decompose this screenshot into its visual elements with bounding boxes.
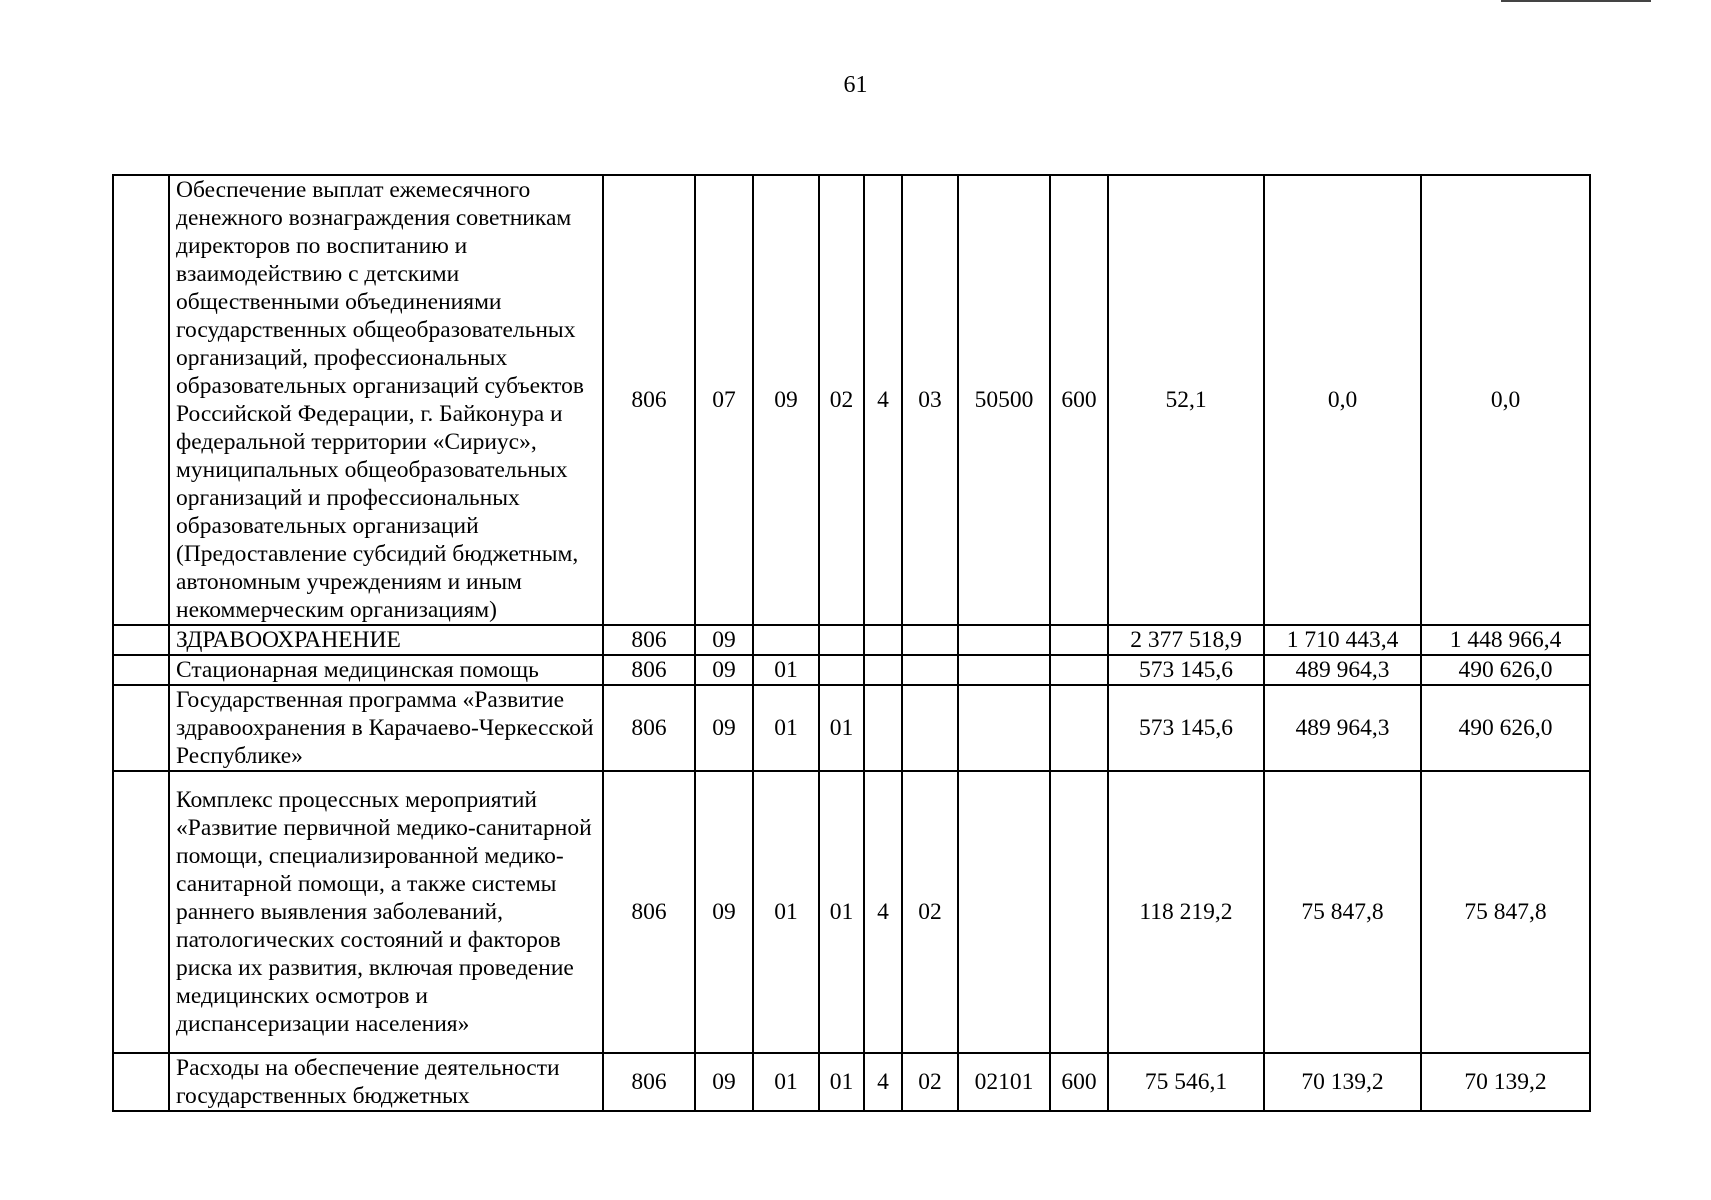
table-row [113, 175, 1590, 625]
table-row [113, 625, 1590, 655]
cell-ministry: 806 [603, 771, 695, 1053]
row-number-cell [113, 685, 169, 771]
cell-ministry: 806 [603, 175, 695, 625]
cell-subprogram-type: 4 [864, 1053, 902, 1111]
cell-amount-year-1: 118 219,2 [1108, 771, 1264, 1053]
cell-amount-year-2: 0,0 [1264, 175, 1421, 625]
cell-amount-year-3: 75 847,8 [1421, 771, 1590, 1053]
cell-subsection: 01 [753, 771, 819, 1053]
cell-expense-type [1050, 625, 1108, 655]
cell-structural-element [902, 655, 958, 685]
cell-section: 07 [695, 175, 753, 625]
table-row [113, 1053, 1590, 1111]
cell-expense-direction: 02101 [958, 1053, 1050, 1111]
cell-program [819, 625, 864, 655]
cell-structural-element [902, 625, 958, 655]
cell-section: 09 [695, 771, 753, 1053]
cell-ministry: 806 [603, 1053, 695, 1111]
row-number-cell [113, 625, 169, 655]
row-number-cell [113, 175, 169, 625]
cell-expense-direction [958, 771, 1050, 1053]
cell-subsection: 01 [753, 1053, 819, 1111]
cell-amount-year-3: 70 139,2 [1421, 1053, 1590, 1111]
cell-expense-type [1050, 771, 1108, 1053]
row-name: Государственная программа «Развитие здравоохранения в Карачаево-Черкесской Республике» [169, 685, 603, 771]
cell-amount-year-2: 70 139,2 [1264, 1053, 1421, 1111]
budget-table [112, 174, 1591, 1112]
cell-subprogram-type [864, 655, 902, 685]
cell-subsection: 09 [753, 175, 819, 625]
scan-edge-line [1501, 0, 1651, 2]
cell-amount-year-1: 573 145,6 [1108, 685, 1264, 771]
row-name: Обеспечение выплат ежемесячного денежного вознаграждения советникам директоров по воспитанию и взаимодействию с детскими общественными объединениями государственных общеобразовательных организаций, профессиональных образовательных организаций субъектов Российской Федерации, г. Байконура и федеральной территории «Сириус», муниципальных общеобразовательных организаций и профессиональных образовательных организаций (Предоставление субсидий бюджетным, автономным учреждениям и иным некоммерческим организациям) [169, 175, 603, 625]
row-name: Стационарная медицинская помощь [169, 655, 603, 685]
row-name: ЗДРАВООХРАНЕНИЕ [169, 625, 603, 655]
cell-ministry: 806 [603, 655, 695, 685]
cell-amount-year-2: 489 964,3 [1264, 685, 1421, 771]
cell-expense-direction [958, 655, 1050, 685]
cell-expense-direction [958, 625, 1050, 655]
cell-ministry: 806 [603, 685, 695, 771]
cell-program: 02 [819, 175, 864, 625]
cell-section: 09 [695, 655, 753, 685]
row-name: Расходы на обеспечение деятельности государственных бюджетных [169, 1053, 603, 1111]
cell-section: 09 [695, 685, 753, 771]
row-name: Комплекс процессных мероприятий «Развитие первичной медико-санитарной помощи, специализированной медико-санитарной помощи, а также системы раннего выявления заболеваний, патологических состояний и факторов риска их развития, включая проведение медицинских осмотров и диспансеризации населения» [169, 771, 603, 1053]
cell-amount-year-3: 490 626,0 [1421, 685, 1590, 771]
cell-amount-year-1: 573 145,6 [1108, 655, 1264, 685]
cell-program: 01 [819, 771, 864, 1053]
cell-amount-year-1: 52,1 [1108, 175, 1264, 625]
cell-expense-type [1050, 655, 1108, 685]
cell-expense-direction: 50500 [958, 175, 1050, 625]
cell-structural-element: 03 [902, 175, 958, 625]
cell-subprogram-type [864, 685, 902, 771]
cell-expense-type: 600 [1050, 1053, 1108, 1111]
cell-program: 01 [819, 1053, 864, 1111]
cell-subsection: 01 [753, 685, 819, 771]
table-row [113, 685, 1590, 771]
cell-amount-year-2: 75 847,8 [1264, 771, 1421, 1053]
cell-section: 09 [695, 1053, 753, 1111]
row-number-cell [113, 1053, 169, 1111]
cell-subsection: 01 [753, 655, 819, 685]
cell-subprogram-type [864, 625, 902, 655]
row-number-cell [113, 771, 169, 1053]
cell-amount-year-3: 490 626,0 [1421, 655, 1590, 685]
cell-program [819, 655, 864, 685]
cell-structural-element: 02 [902, 1053, 958, 1111]
cell-structural-element: 02 [902, 771, 958, 1053]
cell-section: 09 [695, 625, 753, 655]
cell-amount-year-2: 1 710 443,4 [1264, 625, 1421, 655]
cell-structural-element [902, 685, 958, 771]
table-row [113, 771, 1590, 1053]
cell-subprogram-type: 4 [864, 771, 902, 1053]
cell-expense-type: 600 [1050, 175, 1108, 625]
cell-subprogram-type: 4 [864, 175, 902, 625]
cell-amount-year-3: 0,0 [1421, 175, 1590, 625]
cell-expense-direction [958, 685, 1050, 771]
cell-amount-year-1: 2 377 518,9 [1108, 625, 1264, 655]
cell-ministry: 806 [603, 625, 695, 655]
page-number: 61 [843, 72, 868, 98]
row-number-cell [113, 655, 169, 685]
cell-amount-year-2: 489 964,3 [1264, 655, 1421, 685]
table-row [113, 655, 1590, 685]
cell-subsection [753, 625, 819, 655]
cell-amount-year-1: 75 546,1 [1108, 1053, 1264, 1111]
cell-expense-type [1050, 685, 1108, 771]
cell-program: 01 [819, 685, 864, 771]
cell-amount-year-3: 1 448 966,4 [1421, 625, 1590, 655]
